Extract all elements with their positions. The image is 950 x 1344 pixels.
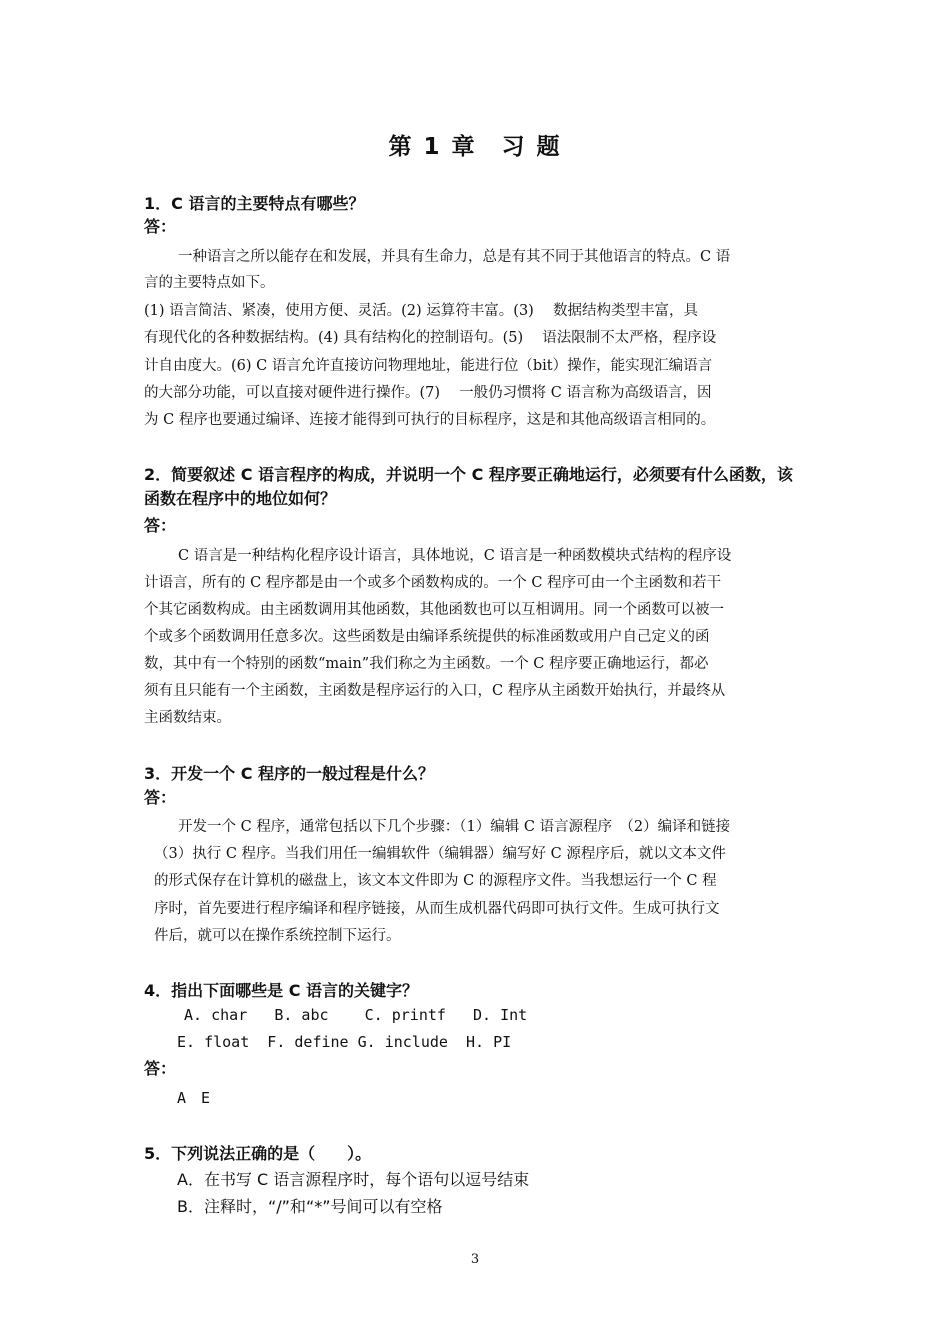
- q1-answer-label: 答：: [144, 217, 177, 236]
- q4-options-row: E. float F. define G. include H. PI: [177, 1033, 512, 1051]
- chapter-title: 第 1 章 习 题: [388, 134, 562, 160]
- q5-option-a: A．在书写 C 语言源程序时，每个语句以逗号结束: [177, 1170, 530, 1189]
- q2-line: 数，其中有一个特别的函数“main”我们称之为主函数。一个 C 程序要正确地运行，都必: [144, 656, 709, 672]
- q1-line: 言的主要特点如下。: [144, 275, 275, 291]
- q3-line: 的形式保存在计算机的磁盘上，该文本文件即为 C 的源程序文件。当我想运行一个 C 程: [154, 873, 717, 889]
- q1-line: 一种语言之所以能存在和发展，并具有生命力，总是有其不同于其他语言的特点。C 语: [178, 249, 731, 265]
- q2-answer-label: 答：: [144, 516, 177, 535]
- q2-line: 个或多个函数调用任意多次。这些函数是由编译系统提供的标准函数或用户自己定义的函: [144, 629, 710, 645]
- page-number: 3: [470, 1252, 480, 1267]
- q4-answer-label: 答：: [144, 1059, 177, 1078]
- q2-line: 个其它函数构成。由主函数调用其他函数，其他函数也可以互相调用。同一个函数可以被一: [144, 602, 724, 618]
- q1-question: 1．C 语言的主要特点有哪些？: [144, 194, 365, 213]
- q1-line: 的大部分功能，可以直接对硬件进行操作。(7) 一般仍习惯将 C 语言称为高级语言，因: [144, 385, 712, 401]
- q2-line: 主函数结束。: [144, 710, 231, 726]
- q3-line: （3）执行 C 程序。当我们用任一编辑软件（编辑器）编写好 C 源程序后，就以文本文件: [154, 846, 726, 862]
- q4-question: 4．指出下面哪些是 C 语言的关键字？: [144, 981, 419, 1000]
- q1-line: (1) 语言简洁、紧凑，使用方便、灵活。(2) 运算符丰富。(3) 数据结构类型丰富，具: [144, 303, 698, 319]
- q1-line: 为 C 程序也要通过编译、连接才能得到可执行的目标程序，这是和其他高级语言相同的。: [144, 412, 716, 428]
- q2-question: 函数在程序中的地位如何？: [144, 489, 337, 508]
- q4-answer: A E: [177, 1089, 211, 1107]
- q4-options-row: A. char B. abc C. printf D. Int: [175, 1006, 528, 1024]
- q2-question: 2．简要叙述 C 语言程序的构成，并说明一个 C 程序要正确地运行，必须要有什么函数，该: [144, 465, 793, 484]
- q3-question: 3．开发一个 C 程序的一般过程是什么？: [144, 764, 435, 783]
- q2-line: 须有且只能有一个主函数，主函数是程序运行的入口，C 程序从主函数开始执行，并最终从: [144, 683, 726, 699]
- q1-line: 有现代化的各种数据结构。(4) 具有结构化的控制语句。(5) 语法限制不太严格，程序设: [144, 330, 717, 346]
- q3-line: 开发一个 C 程序，通常包括以下几个步骤：（1）编辑 C 语言源程序 （2）编译和链接: [178, 819, 731, 835]
- q5-option-b: B．注释时，“/”和“*”号间可以有空格: [177, 1197, 443, 1216]
- q5-question: 5．下列说法正确的是（ ）。: [144, 1144, 372, 1163]
- q2-line: 计语言，所有的 C 程序都是由一个或多个函数构成的。一个 C 程序可由一个主函数和若干: [144, 575, 722, 591]
- q2-line: C 语言是一种结构化程序设计语言，具体地说，C 语言是一种函数模块式结构的程序设: [178, 548, 732, 564]
- q3-line: 件后，就可以在操作系统控制下运行。: [154, 928, 401, 944]
- q1-line: 计自由度大。(6) C 语言允许直接访问物理地址，能进行位（bit）操作，能实现汇编语言: [144, 358, 713, 374]
- q3-line: 序时，首先要进行程序编译和程序链接，从而生成机器代码即可执行文件。生成可执行文: [154, 901, 720, 917]
- q3-answer-label: 答：: [144, 788, 177, 807]
